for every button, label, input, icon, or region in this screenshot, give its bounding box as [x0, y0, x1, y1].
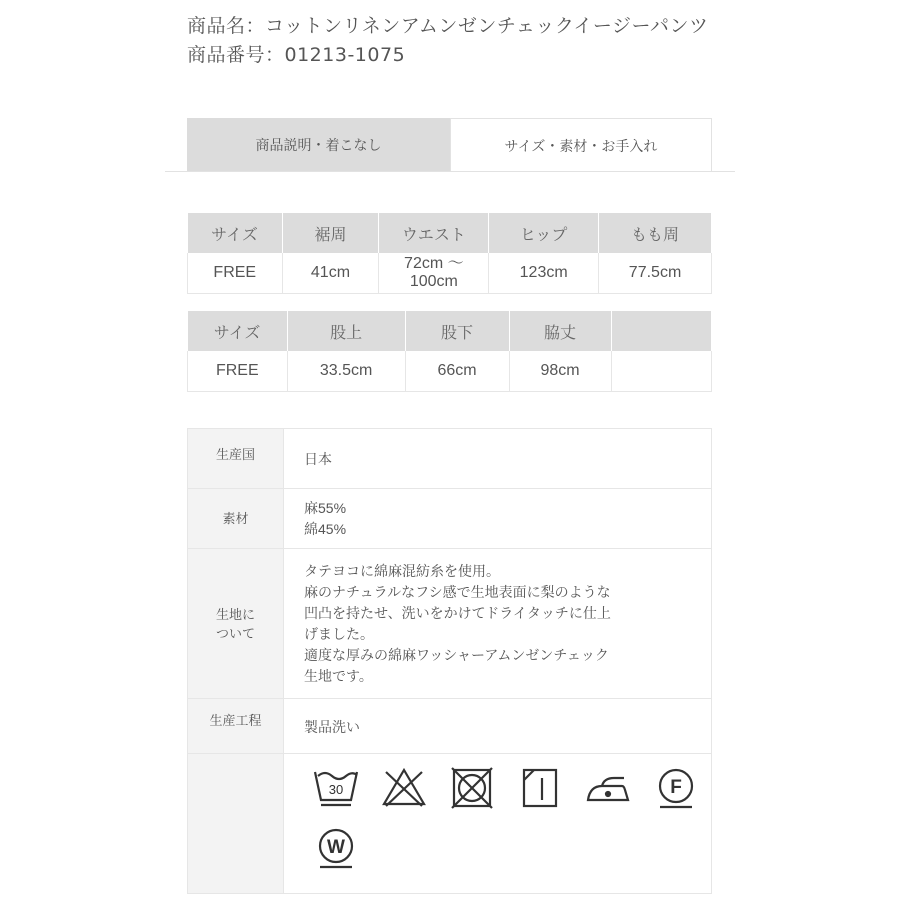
size-table-header-row — [188, 213, 712, 253]
dry-clean-letter: F — [670, 777, 682, 798]
size-value: FREE — [188, 253, 283, 294]
iron-low-icon — [584, 766, 632, 810]
inseam-header: 股下 — [405, 311, 509, 351]
info-row-country — [188, 429, 712, 489]
hip-value: 123cm — [489, 253, 599, 294]
product-header — [187, 12, 717, 70]
hem-header: 裾周 — [282, 213, 379, 253]
waist-value: 72cm ～ 100cm — [379, 253, 489, 294]
tab-size-material-care[interactable]: サイズ・素材・お手入れ — [450, 118, 712, 172]
thigh-value: 77.5cm — [599, 253, 712, 294]
info-row-material — [188, 489, 712, 549]
rise-value: 33.5cm — [287, 351, 405, 392]
inseam-value: 66cm — [405, 351, 509, 392]
product-number: 商品番号：01213-1075 — [187, 44, 406, 66]
product-name: 商品名：コットンリネンアムンゼンチェックイージーパンツ — [187, 15, 709, 37]
size-header: サイズ — [188, 213, 283, 253]
country-label: 生産国 — [188, 429, 284, 489]
size-table-row — [188, 351, 712, 392]
material-value: 麻55% 綿45% — [284, 489, 712, 549]
size-table-row — [188, 253, 712, 294]
size-table-header-row — [188, 311, 712, 351]
care-label — [188, 754, 284, 894]
rise-header: 股上 — [287, 311, 405, 351]
fabric-label: 生地に ついて — [188, 549, 284, 699]
fabric-value: タテヨコに綿麻混紡糸を使用。 麻のナチュラルなフシ感で生地表面に梨のような 凹凸を持たせ、洗いをかけてドライタッチに仕上 げました。 適度な厚みの綿麻ワッシャーアムンゼンチェック 生地です。 — [284, 549, 712, 699]
wet-clean-w-icon — [312, 826, 360, 870]
tab-divider — [165, 171, 735, 172]
empty-value — [611, 351, 711, 392]
empty-header — [611, 311, 711, 351]
wash-30-icon — [312, 766, 360, 810]
process-label: 生産工程 — [188, 699, 284, 754]
outseam-header: 脇丈 — [509, 311, 611, 351]
line-dry-shade-icon — [516, 766, 564, 810]
care-icons — [312, 754, 702, 870]
hip-header: ヒップ — [489, 213, 599, 253]
outseam-value: 98cm — [509, 351, 611, 392]
waist-header: ウエスト — [379, 213, 489, 253]
country-value: 日本 — [284, 429, 712, 489]
info-row-fabric — [188, 549, 712, 699]
size-table-2 — [187, 311, 712, 392]
thigh-header: もも周 — [599, 213, 712, 253]
info-table — [187, 428, 712, 894]
size-value: FREE — [188, 351, 288, 392]
info-row-care — [188, 754, 712, 894]
wash-temp-text: 30 — [328, 782, 344, 797]
hem-value: 41cm — [282, 253, 379, 294]
tab-description[interactable]: 商品説明・着こなし — [187, 118, 450, 172]
no-tumble-dry-icon — [448, 766, 496, 810]
tab-bar — [187, 118, 712, 172]
care-icons-cell — [284, 754, 712, 894]
info-row-process — [188, 699, 712, 754]
size-header: サイズ — [188, 311, 288, 351]
wet-clean-letter: W — [327, 837, 345, 858]
no-bleach-icon — [380, 766, 428, 810]
size-table-1 — [187, 213, 712, 294]
material-label: 素材 — [188, 489, 284, 549]
dry-clean-f-icon — [652, 766, 700, 810]
process-value: 製品洗い — [284, 699, 712, 754]
